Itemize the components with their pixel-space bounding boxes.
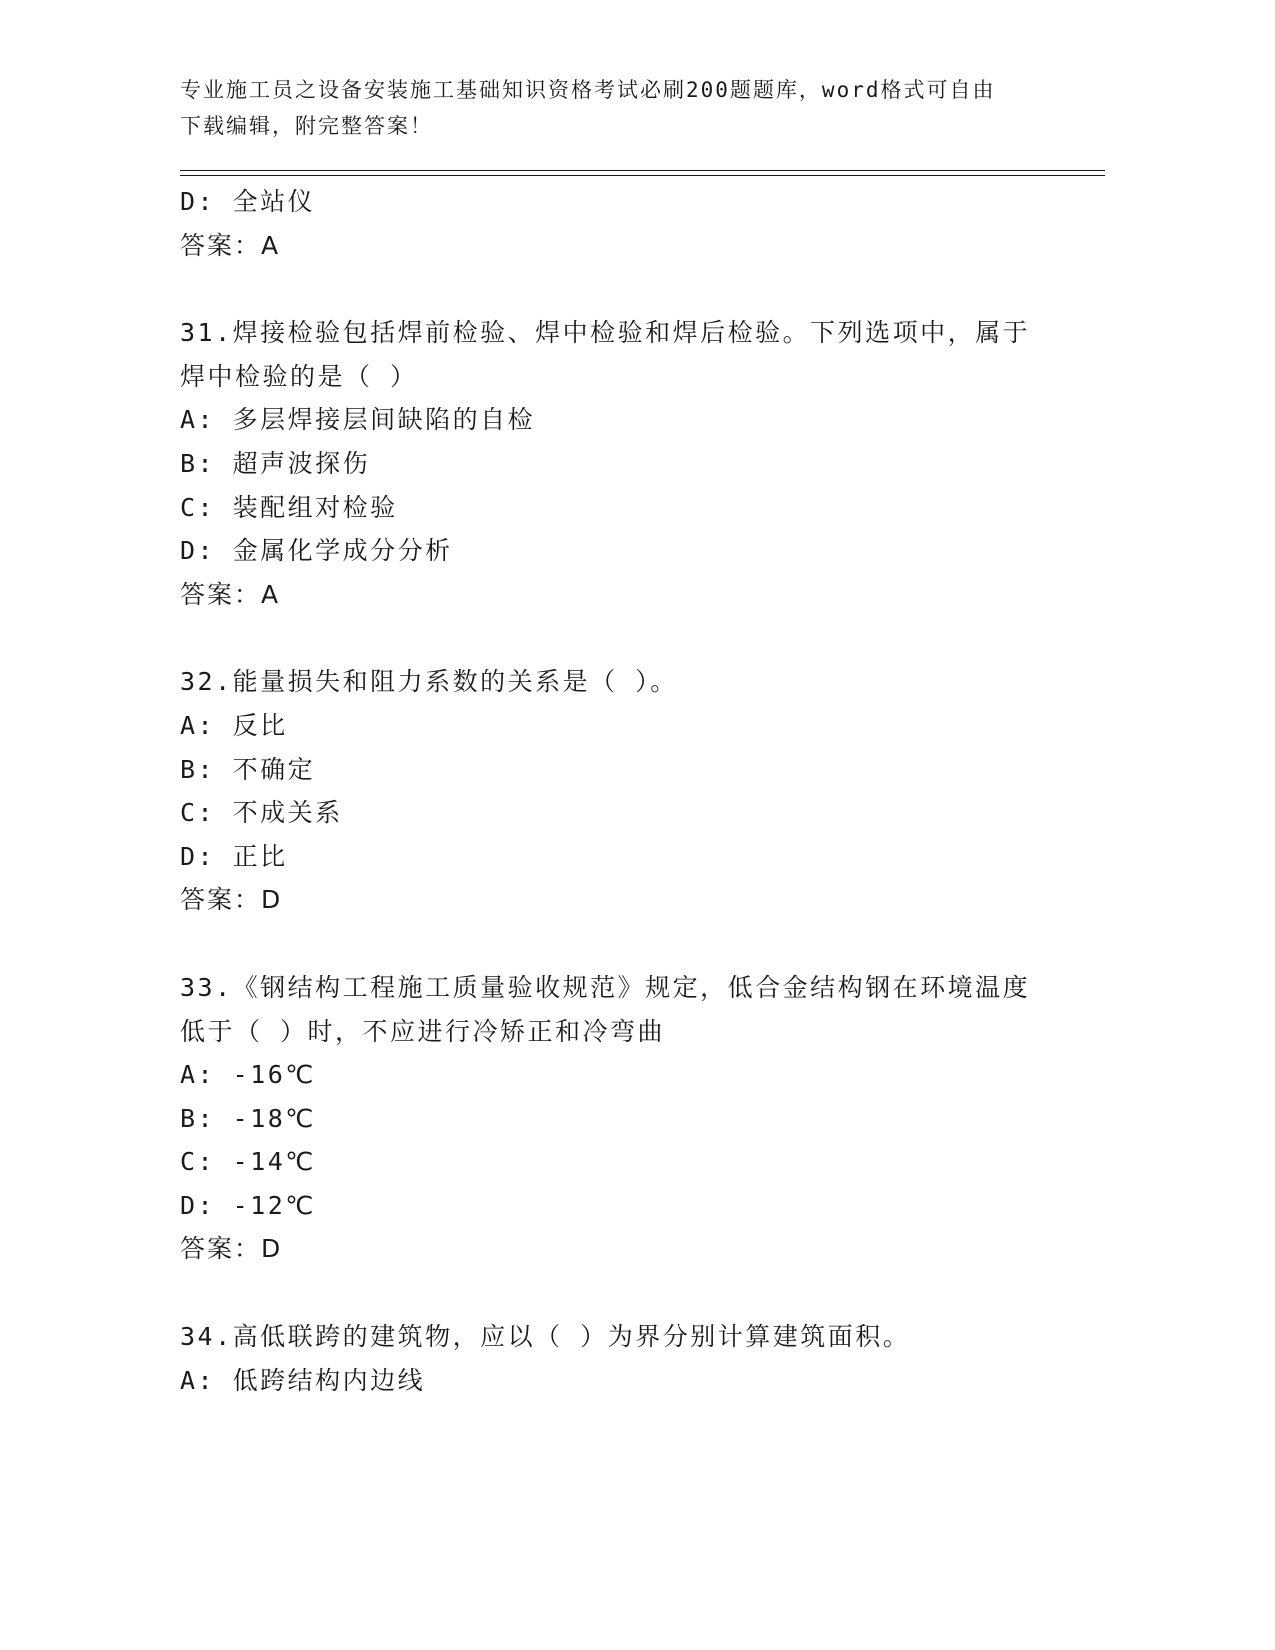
spacer — [180, 1271, 1100, 1315]
question-31-option-d: D: 金属化学成分分析 — [180, 536, 453, 566]
question-31-option-c: C: 装配组对检验 — [180, 492, 398, 522]
header-line-2: 下载编辑，附完整答案！ — [180, 114, 433, 138]
question-34-text-line-1: 34.高低联跨的建筑物，应以（ ）为界分别计算建筑面积。 — [180, 1322, 911, 1352]
question-32-option-c: C: 不成关系 — [180, 798, 343, 828]
question-31-answer: 答案：A — [180, 579, 281, 609]
question-33-option-a: A: -16℃ — [180, 1060, 316, 1090]
question-34-option-a: A: 低跨结构内边线 — [180, 1365, 426, 1395]
header-divider-top — [180, 170, 1105, 171]
header-line-1: 专业施工员之设备安装施工基础知识资格考试必刷200题题库，word格式可自由 — [180, 78, 996, 102]
spacer — [180, 267, 1100, 311]
question-32-option-b: B: 不确定 — [180, 754, 316, 784]
question-content — [180, 180, 1100, 1402]
spacer — [180, 616, 1100, 660]
answer: 答案：A — [180, 230, 281, 260]
question-31-option-a: A: 多层焊接层间缺陷的自检 — [180, 405, 536, 435]
question-33-text-line-1: 33.《钢结构工程施工质量验收规范》规定，低合金结构钢在环境温度 — [180, 972, 1031, 1002]
header-divider-bottom — [180, 175, 1105, 176]
question-33-text-line-2: 低于（ ）时，不应进行冷矫正和冷弯曲 — [180, 1016, 666, 1046]
question-31-text-line-2: 焊中检验的是（ ） — [180, 361, 418, 391]
question-32-option-a: A: 反比 — [180, 710, 288, 740]
option-d: D: 全站仪 — [180, 187, 316, 216]
question-33-option-c: C: -14℃ — [180, 1147, 316, 1177]
question-31-option-b: B: 超声波探伤 — [180, 448, 371, 478]
question-33-answer: 答案：D — [180, 1234, 283, 1264]
question-33-option-b: B: -18℃ — [180, 1103, 316, 1133]
question-33-option-d: D: -12℃ — [180, 1190, 316, 1220]
spacer — [180, 922, 1100, 966]
question-32-text-line-1: 32.能量损失和阻力系数的关系是（ ）。 — [180, 667, 678, 697]
question-31-text-line-1: 31.焊接检验包括焊前检验、焊中检验和焊后检验。下列选项中，属于 — [180, 318, 1031, 348]
document-header — [180, 72, 1080, 144]
question-32-answer: 答案：D — [180, 885, 283, 915]
question-32-option-d: D: 正比 — [180, 841, 288, 871]
